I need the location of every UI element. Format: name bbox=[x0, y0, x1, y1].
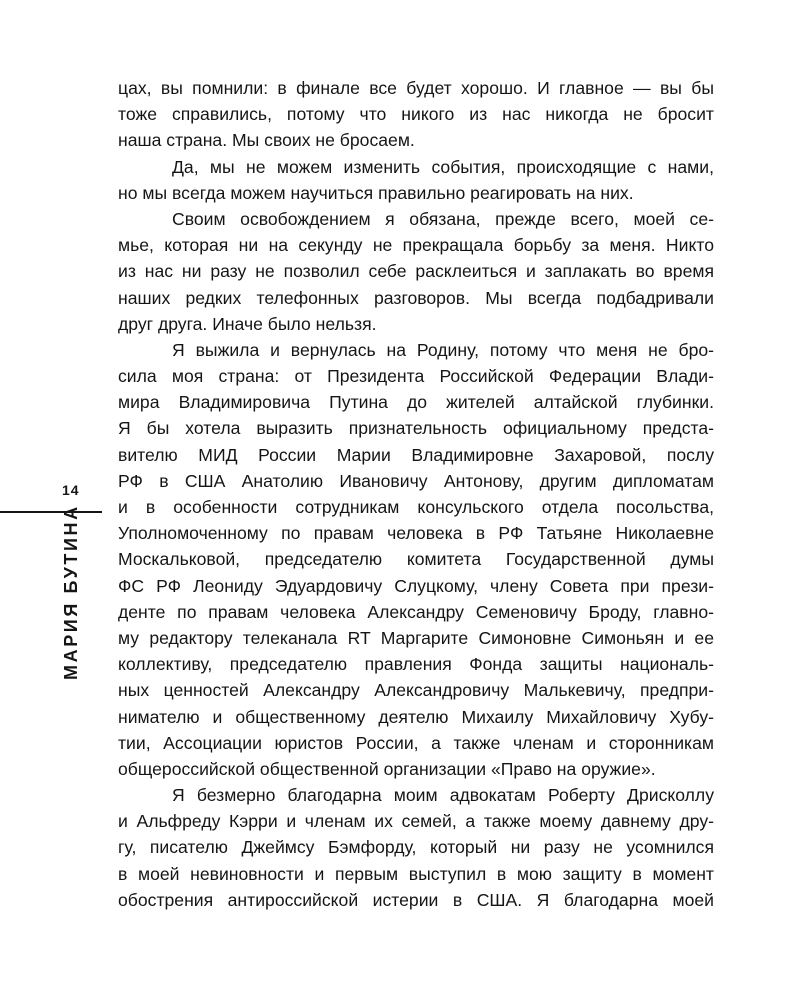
text-line: ФС РФ Леониду Эдуардовичу Слуцкому, члену Совета при прези- bbox=[118, 575, 714, 596]
text-line: му редактору телеканала RT Маргарите Симоновне Симоньян и ее bbox=[118, 627, 714, 648]
text-line: вителю МИД России Марии Владимировне Захаровой, послу bbox=[118, 444, 714, 465]
text-line: РФ в США Анатолию Ивановичу Антонову, другим дипломатам bbox=[118, 470, 714, 491]
text-line: обострения антироссийской истерии в США. Я благодарна моей bbox=[118, 889, 714, 910]
text-line: Я бы хотела выразить признательность официальному предста- bbox=[118, 418, 714, 439]
page-number-rule bbox=[0, 511, 102, 513]
text-line: в моей невиновности и первым выступил в мою защиту в момент bbox=[118, 863, 714, 884]
text-line: гу, писателю Джеймсу Бэмфорду, который ни разу не усомнился bbox=[118, 837, 714, 858]
text-line: но мы всегда можем научиться правильно реагировать на них. bbox=[118, 182, 634, 203]
text-line: друг друга. Иначе было нельзя. bbox=[118, 313, 377, 334]
text-line: денте по правам человека Александру Семеновичу Броду, главно- bbox=[118, 601, 714, 622]
text-line: общероссийской общественной организации «Право на оружие». bbox=[118, 758, 656, 779]
text-line: мира Владимировича Путина до жителей алтайской глубинки. bbox=[118, 392, 714, 413]
text-line: наша страна. Мы своих не бросаем. bbox=[118, 130, 415, 151]
text-line: мье, которая ни на секунду не прекращала борьбу за меня. Никто bbox=[118, 235, 714, 256]
text-line: Я безмерно благодарна моим адвокатам Роберту Дрисколлу bbox=[172, 785, 714, 806]
body-text bbox=[118, 75, 714, 913]
text-line: Да, мы не можем изменить события, происходящие с нами, bbox=[172, 156, 714, 177]
text-line: Уполномоченному по правам человека в РФ Татьяне Николаевне bbox=[118, 523, 714, 544]
text-line: Я выжила и вернулась на Родину, потому что меня не бро- bbox=[172, 339, 714, 360]
text-line: ных ценностей Александру Александровичу Малькевичу, предпри- bbox=[118, 680, 714, 701]
text-line: нимателю и общественному деятелю Михаилу Михайловичу Хубу- bbox=[118, 706, 714, 727]
page-number: 14 bbox=[62, 482, 80, 498]
text-line: коллективу, председателю правления Фонда защиты националь- bbox=[118, 654, 714, 675]
running-head-author: МАРИЯ БУТИНА bbox=[61, 504, 81, 680]
text-line: Своим освобождением я обязана, прежде всего, моей се- bbox=[172, 208, 714, 229]
text-line: из нас ни разу не позволил себе расклеиться и заплакать во время bbox=[118, 261, 714, 282]
text-line: и Альфреду Кэрри и членам их семей, а также моему давнему дру- bbox=[118, 811, 714, 832]
text-line: и в особенности сотрудникам консульского отдела посольства, bbox=[118, 497, 714, 517]
text-line: тоже справились, потому что никого из нас никогда не бросит bbox=[118, 104, 714, 125]
text-line: наших редких телефонных разговоров. Мы всегда подбадривали bbox=[118, 287, 714, 308]
text-line: Москальковой, председателю комитета Государственной думы bbox=[118, 549, 714, 570]
text-line: цах, вы помнили: в финале все будет хорошо. И главное — вы бы bbox=[118, 78, 714, 98]
text-line: тии, Ассоциации юристов России, а также членам и сторонникам bbox=[118, 732, 714, 753]
text-line: сила моя страна: от Президента Российской Федерации Влади- bbox=[118, 366, 714, 387]
